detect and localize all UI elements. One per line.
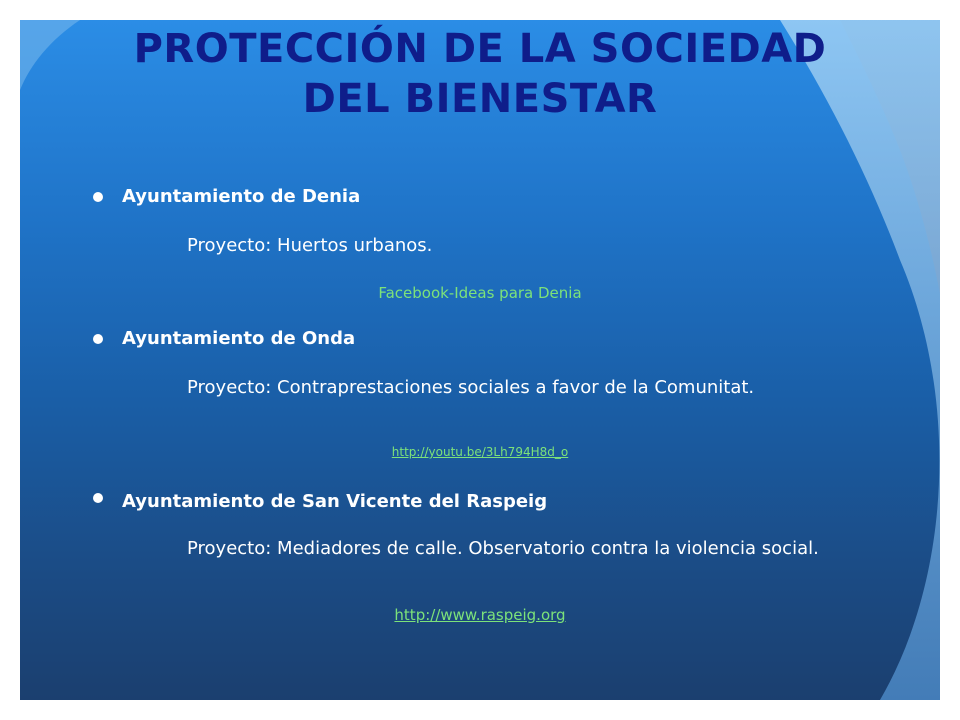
bullet-icon xyxy=(93,334,103,344)
item-heading: Ayuntamiento de Denia xyxy=(122,186,361,207)
item-heading: Ayuntamiento de Onda xyxy=(122,328,356,349)
item-heading: Ayuntamiento de San Vicente del Raspeig xyxy=(122,491,548,512)
item-link-raspeig[interactable]: http://www.raspeig.org xyxy=(394,606,566,624)
page-title xyxy=(0,24,960,124)
item-link-facebook[interactable]: Facebook-Ideas para Denia xyxy=(378,284,582,302)
title-line-2: DEL BIENESTAR xyxy=(302,76,658,122)
bullet-icon xyxy=(93,493,103,503)
title-line-1: PROTECCIÓN DE LA SOCIEDAD xyxy=(133,26,827,72)
item-project: Proyecto: Huertos urbanos. xyxy=(187,235,433,256)
bullet-icon xyxy=(93,192,103,202)
item-project: Proyecto: Mediadores de calle. Observatorio contra la violencia social. xyxy=(187,538,819,559)
item-link-youtube[interactable]: http://youtu.be/3Lh794H8d_o xyxy=(391,445,569,459)
item-project: Proyecto: Contraprestaciones sociales a favor de la Comunitat. xyxy=(187,377,755,398)
